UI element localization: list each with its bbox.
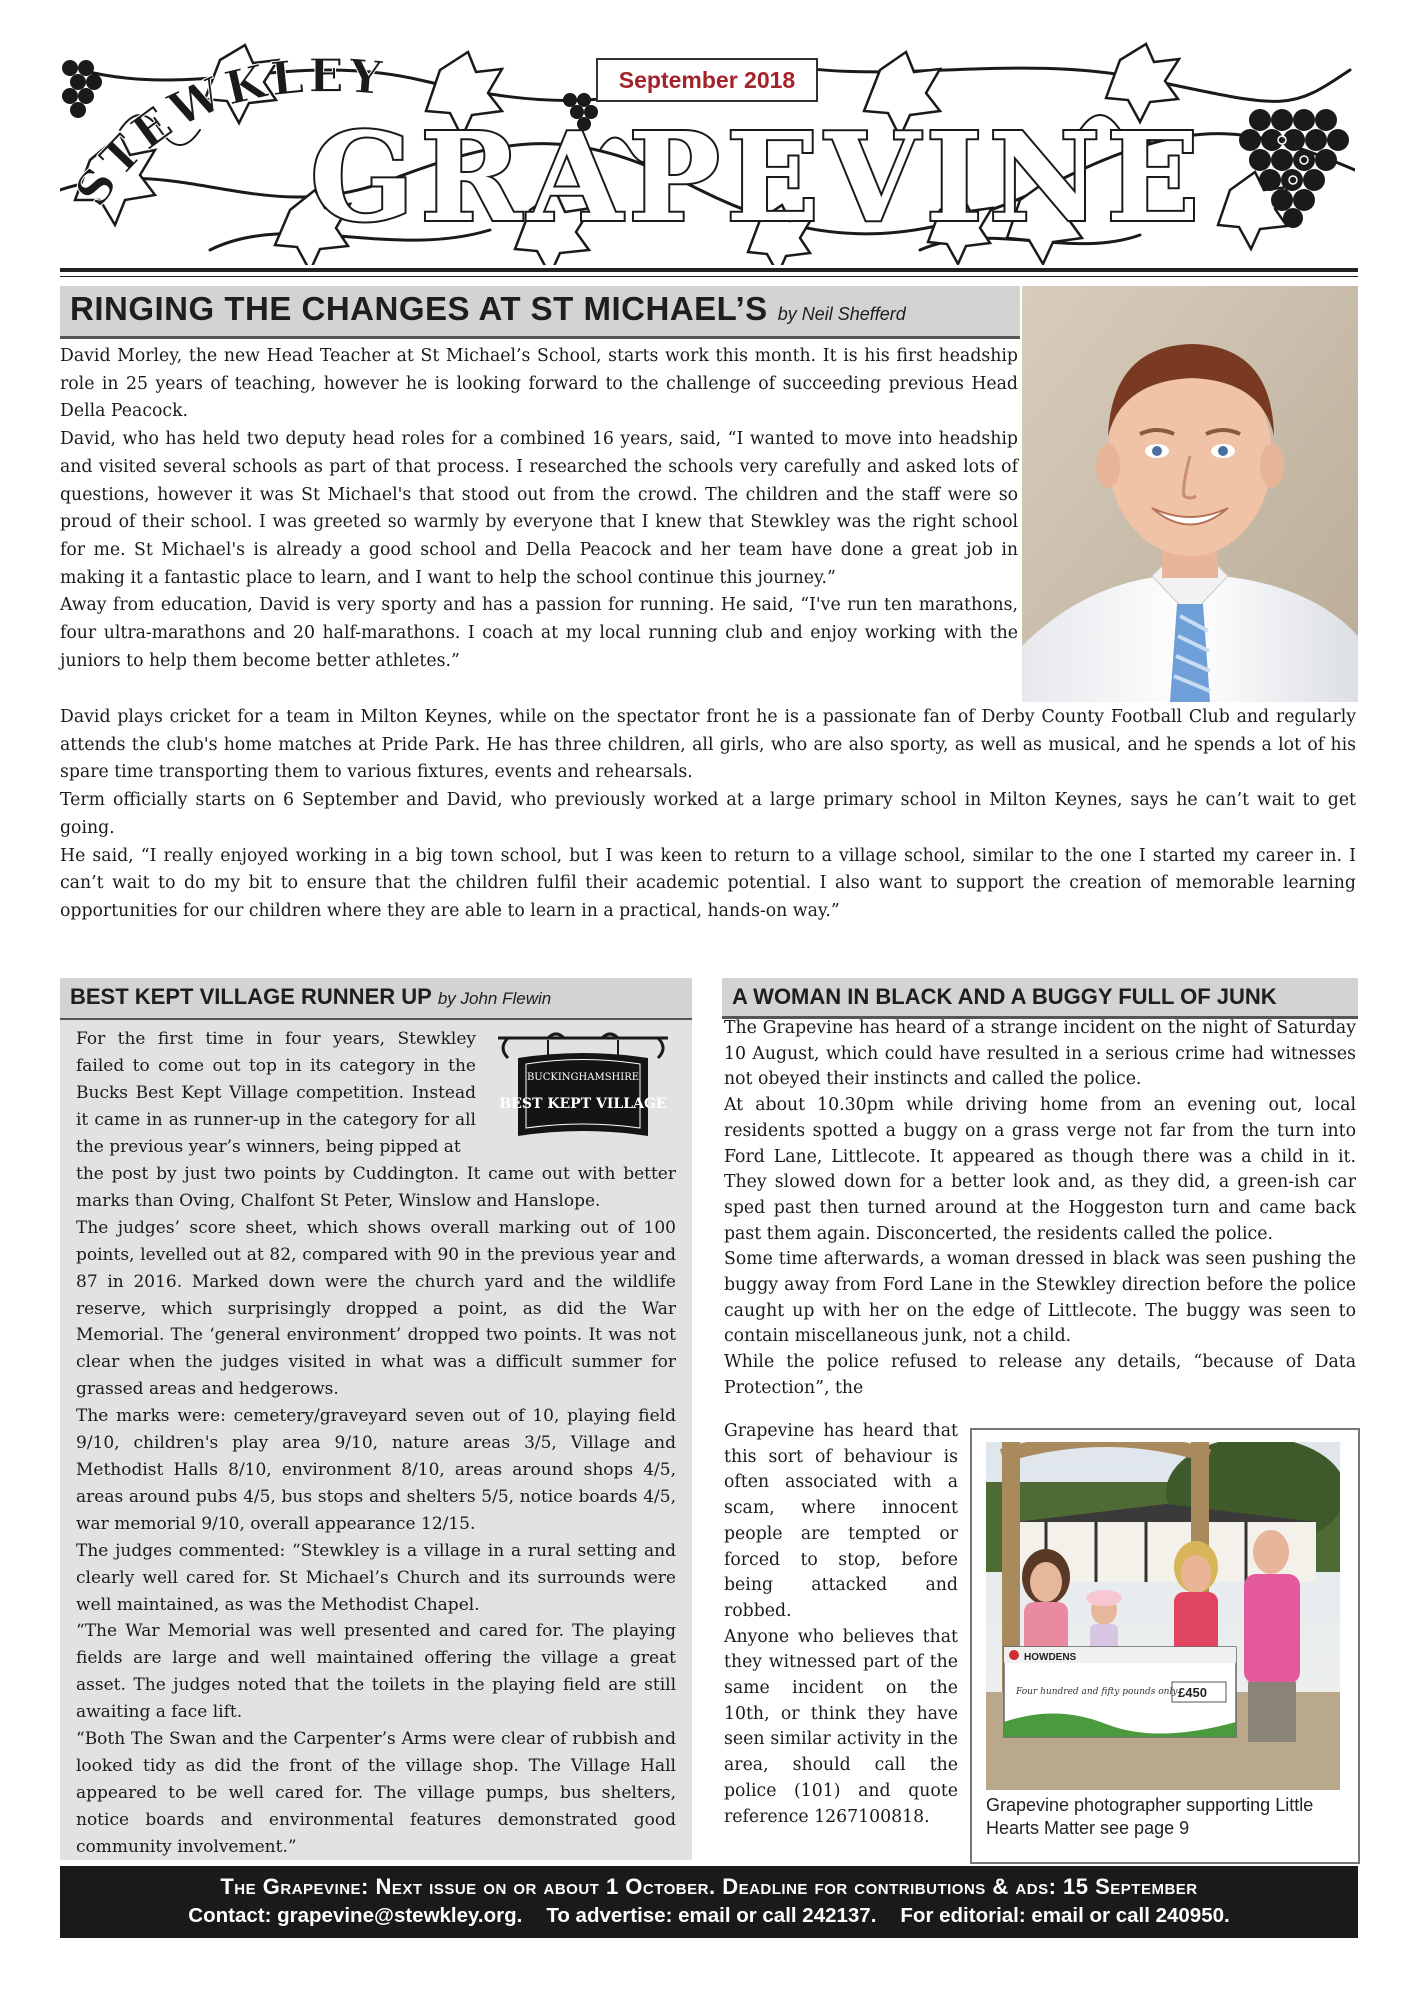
footer-editorial: For editorial: email or call 240950. [900,1904,1230,1927]
village-paragraph-2: The judges’ score sheet, which shows overall marking out of 100 points, levelled out at 82, compared with 90 in the previous year and 87 in 2016. Marked down were the church yard and the wildlife reserve, which surprisingly dropped a point, as did the War Memorial. The ‘general environment’ dropped two points. It was not clear when the judges visited in what was a difficult summer for grassed areas and hedgerows. [76,1217,676,1400]
masthead-prefix: STEWKLEY [64,48,388,216]
masthead-rule [60,268,1358,272]
village-paragraph-6: “Both The Swan and the Carpenter’s Arms were clear of rubbish and looked tidy as did the front of the village shop. The Village Hall appeared to be well cared for. The village pumps, bus shelters, notice boards and environmental features demonstrated good community involvement.” [76,1729,676,1857]
footer-banner [60,1866,1358,1938]
woman-text-top [724,1016,1356,1402]
village-headline-text: BEST KEPT VILLAGE RUNNER UP [70,984,432,1009]
village-paragraph-1b: the post by just two points by Cuddington. It came out with better marks than Oving, Chalfont St Peter, Winslow and Hanslope. [76,1164,676,1211]
lead-article-body-bottom [60,704,1356,926]
footer-contact-line [60,1904,1358,1928]
lead-paragraph-5: Term officially starts on 6 September and David, who previously worked at a large primary school in Milton Keynes, says he can’t wait to get going. [60,790,1356,838]
lead-byline: by Neil Shefferd [777,304,906,324]
woman-headline: A WOMAN IN BLACK AND A BUGGY FULL OF JUNK [732,984,1277,1009]
charity-photo [986,1442,1340,1790]
lead-headline [70,290,906,328]
lead-article-body-top [60,343,1018,675]
cheque-amount: £450 [1178,1685,1207,1700]
village-paragraph-1a: For the first time in four years, Stewkley failed to come out top in its category in the Bucks Best Kept Village competition. Instead it came in as runner-up in the category for all the previous year’s winners, being pipped at [76,1029,476,1157]
sign-title: BEST KEPT VILLAGE [499,1096,667,1112]
village-text-top [76,1026,476,1161]
lead-paragraph-6: He said, “I really enjoyed working in a big town school, but I was keen to return to a village school, similar to the one I started my career in. I can’t wait to do my bit to ensure that the children fulfil their academic potential. I also want to support the creation of memorable learning opportunities for our children where they are able to learn in a practical, hands-on way.” [60,845,1356,921]
masthead-title: GRAPEVINE [310,105,1206,249]
head-teacher-portrait [1022,286,1358,702]
footer-advertise: To advertise: email or call 242137. [546,1904,877,1927]
lead-paragraph-3: Away from education, David is very sporty and has a passion for running. He said, “I've run ten marathons, four ultra-marathons and 20 half-marathons. I coach at my local running club and enjoy working with the juniors to help them become better athletes.” [60,595,1018,671]
village-paragraph-5: “The War Memorial was well presented and cared for. The playing fields are large and well maintained offering the village a great asset. The judges noted that the toilets in the playing field are still awaiting a face lift. [76,1621,676,1723]
lead-paragraph-4: David plays cricket for a team in Milton Keynes, while on the spectator front he is a passionate fan of Derby County Football Club and regularly attends the club's home matches at Pride Park. He has three children, all girls, who are also sporty, as well as musical, and he spends a lot of his spare time transporting them to various fixtures, events and rehearsals. [60,707,1356,783]
village-article [60,1020,692,1860]
issue-date: September 2018 [596,58,818,102]
lead-paragraph-2: David, who has held two deputy head roles for a combined 16 years, said, “I wanted to move into headship and visited several schools as part of that process. I researched the schools very carefully and asked lots of questions, however it was St Michael's that stood out from the crowd. The children and the staff were so proud of their school. I was greeted so warmly by everyone that I knew that Stewkley was the right school for me. St Michael's is already a good school and Della Peacock and her team have done a great job in making it a fantastic place to learn, and I want to help the school continue this journey.” [60,429,1018,588]
woman-headline-bar [722,978,1358,1019]
best-kept-village-sign [488,1028,678,1146]
footer-contact-email: Contact: grapevine@stewkley.org. [188,1904,523,1927]
cheque-bank: HOWDENS [1024,1652,1077,1663]
woman-paragraph-4b: Grapevine has heard that this sort of behaviour is often associated with a scam, where innocent people are tempted or forced to stop, before being attacked and robbed. [724,1421,958,1621]
sign-county: BUCKINGHAMSHIRE [526,1072,640,1083]
lead-paragraph-1: David Morley, the new Head Teacher at St Michael’s School, starts work this month. It is his first headship role in 25 years of teaching, however he is looking forward to the challenge of succeeding previous Head Della Peacock. [60,346,1018,422]
photo-caption: Grapevine photographer supporting Little Hearts Matter see page 9 [986,1795,1314,1838]
woman-paragraph-1: The Grapevine has heard of a strange incident on the night of Saturday 10 August, which could have resulted in a serious crime had witnesses not obeyed their instincts and called the police. [724,1018,1356,1090]
village-paragraph-3: The marks were: cemetery/graveyard seven out of 10, playing field 9/10, children's play area 9/10, nature areas 3/5, Village and Methodist Halls 8/10, environment 8/10, areas around shops 4/5, areas around pubs 4/5, bus stops and shelters 5/5, notice boards 4/5, war memorial 9/10, overall appearance 12/15. [76,1406,676,1534]
footer-deadline-line: The Grapevine: Next issue on or about 1 October. Deadline for contributions & ads: 15 September [220,1874,1198,1899]
village-headline [70,984,551,1010]
woman-text-bottom [724,1419,958,1830]
masthead-rule-thin [60,276,1358,277]
cheque-words: Four hundred and fifty pounds only [1016,1687,1178,1697]
lead-headline-bar [60,286,1020,339]
village-text-bottom [76,1161,676,1861]
woman-paragraph-3: Some time afterwards, a woman dressed in black was seen pushing the buggy away from Ford Lane in the Stewkley direction before the police caught up with her on the edge of Littlecote. The buggy was seen to contain miscellaneous junk, not a child. [724,1249,1356,1347]
village-paragraph-4: The judges commented: “Stewkley is a village in a rural setting and clearly well cared for. St Michael’s Church and its surrounds were well maintained, as was the Methodist Chapel. [76,1540,676,1615]
lead-headline-text: RINGING THE CHANGES AT ST MICHAEL’S [70,290,768,327]
village-byline: by John Flewin [437,989,552,1008]
woman-paragraph-4a: While the police refused to release any details, “because of Data Protection”, the [724,1352,1356,1398]
woman-paragraph-2: At about 10.30pm while driving home from an evening out, local residents spotted a buggy on a grass verge not far from the turn into Ford Lane, Littlecote. It appeared as though there was a child in it. They slowed down for a better look and, as they did, a green-ish car sped past then turned around at the Hoggeston turn and came back past them again. Disconcerted, the residents called the police. [724,1095,1356,1244]
woman-paragraph-5: Anyone who believes that they witnessed part of the same incident on the 10th, or think they have seen similar activity in the area, should call the police (101) and quote reference 1267100818. [724,1626,958,1827]
village-headline-bar [60,978,692,1021]
charity-photo-frame [970,1428,1360,1864]
